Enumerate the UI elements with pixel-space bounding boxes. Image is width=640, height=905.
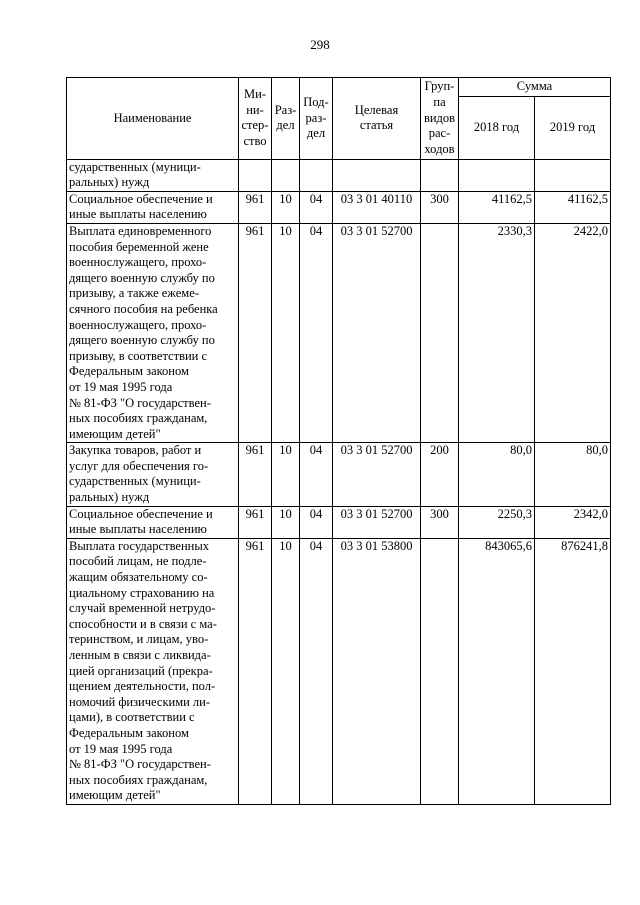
table-header	[67, 78, 611, 160]
row-section: 10	[272, 223, 300, 442]
table-row	[67, 223, 611, 442]
row-name: Социальное обеспечение и иные выплаты населению	[67, 191, 239, 223]
row-ministry	[239, 159, 272, 191]
row-group: 300	[421, 191, 459, 223]
header-section: Раз- дел	[272, 78, 300, 160]
row-target: 03 3 01 52700	[333, 443, 421, 506]
header-group: Груп- па видов рас- ходов	[421, 78, 459, 160]
row-group: 300	[421, 506, 459, 538]
row-ministry: 961	[239, 223, 272, 442]
row-subsection: 04	[300, 443, 333, 506]
row-section: 10	[272, 191, 300, 223]
row-subsection: 04	[300, 538, 333, 804]
row-ministry: 961	[239, 443, 272, 506]
row-amount-2018: 2250,3	[459, 506, 535, 538]
header-name: Наименование	[67, 78, 239, 160]
row-section: 10	[272, 443, 300, 506]
header-sum: Сумма	[459, 78, 611, 97]
row-amount-2018	[459, 159, 535, 191]
row-target: 03 3 01 52700	[333, 506, 421, 538]
row-group: 200	[421, 443, 459, 506]
header-year-2019: 2019 год	[535, 96, 611, 159]
row-name: Социальное обеспечение и иные выплаты населению	[67, 506, 239, 538]
row-subsection: 04	[300, 191, 333, 223]
row-amount-2018: 41162,5	[459, 191, 535, 223]
row-ministry: 961	[239, 191, 272, 223]
row-section: 10	[272, 506, 300, 538]
row-target: 03 3 01 52700	[333, 223, 421, 442]
row-ministry: 961	[239, 538, 272, 804]
row-group	[421, 538, 459, 804]
row-amount-2018: 80,0	[459, 443, 535, 506]
table-row	[67, 159, 611, 191]
header-subsection: Под- раз- дел	[300, 78, 333, 160]
header-year-2018: 2018 год	[459, 96, 535, 159]
row-amount-2018: 2330,3	[459, 223, 535, 442]
row-group	[421, 223, 459, 442]
row-amount-2019: 80,0	[535, 443, 611, 506]
page-number: 298	[310, 37, 330, 52]
row-group	[421, 159, 459, 191]
table-row	[67, 538, 611, 804]
row-amount-2019: 876241,8	[535, 538, 611, 804]
row-target: 03 3 01 40110	[333, 191, 421, 223]
row-target	[333, 159, 421, 191]
header-ministry: Ми- ни- стер- ство	[239, 78, 272, 160]
row-subsection: 04	[300, 506, 333, 538]
row-amount-2019: 2342,0	[535, 506, 611, 538]
row-amount-2019	[535, 159, 611, 191]
row-subsection: 04	[300, 223, 333, 442]
row-amount-2019: 41162,5	[535, 191, 611, 223]
header-target: Целевая статья	[333, 78, 421, 160]
row-ministry: 961	[239, 506, 272, 538]
table-body	[67, 159, 611, 804]
row-amount-2018: 843065,6	[459, 538, 535, 804]
row-target: 03 3 01 53800	[333, 538, 421, 804]
row-name: Выплата государственных пособий лицам, не подле- жащим обязательному со- циальному страхованию на случай временной нетрудо- способности и в связи с ма- теринством, и лицам, уво- ленным в связи с ликвида- цией организаций (прекра- щением деятельности, пол- номочий физическими ли- цами), в соответствии с Федеральным законом от 19 мая 1995 года № 81-ФЗ "О государствен- ных пособиях гражданам, имеющим детей"	[67, 538, 239, 804]
table-row	[67, 443, 611, 506]
row-section: 10	[272, 538, 300, 804]
row-subsection	[300, 159, 333, 191]
row-section	[272, 159, 300, 191]
row-name: сударственных (муници- pальных) нужд	[67, 159, 239, 191]
row-amount-2019: 2422,0	[535, 223, 611, 442]
table-row	[67, 191, 611, 223]
row-name: Выплата единовременного пособия беременной жене военнослужащего, прохо- дящего военную службу по призыву, а также ежеме- сячного пособия на ребенка военнослужащего, прохо- дящего военную службу по призыву, в соответствии с Федеральным законом от 19 мая 1995 года № 81-ФЗ "О государствен- ных пособиях гражданам, имеющим детей"	[67, 223, 239, 442]
budget-table	[66, 77, 611, 805]
table-row	[67, 506, 611, 538]
row-name: Закупка товаров, работ и услуг для обеспечения го- сударственных (муници- pальных) нужд	[67, 443, 239, 506]
